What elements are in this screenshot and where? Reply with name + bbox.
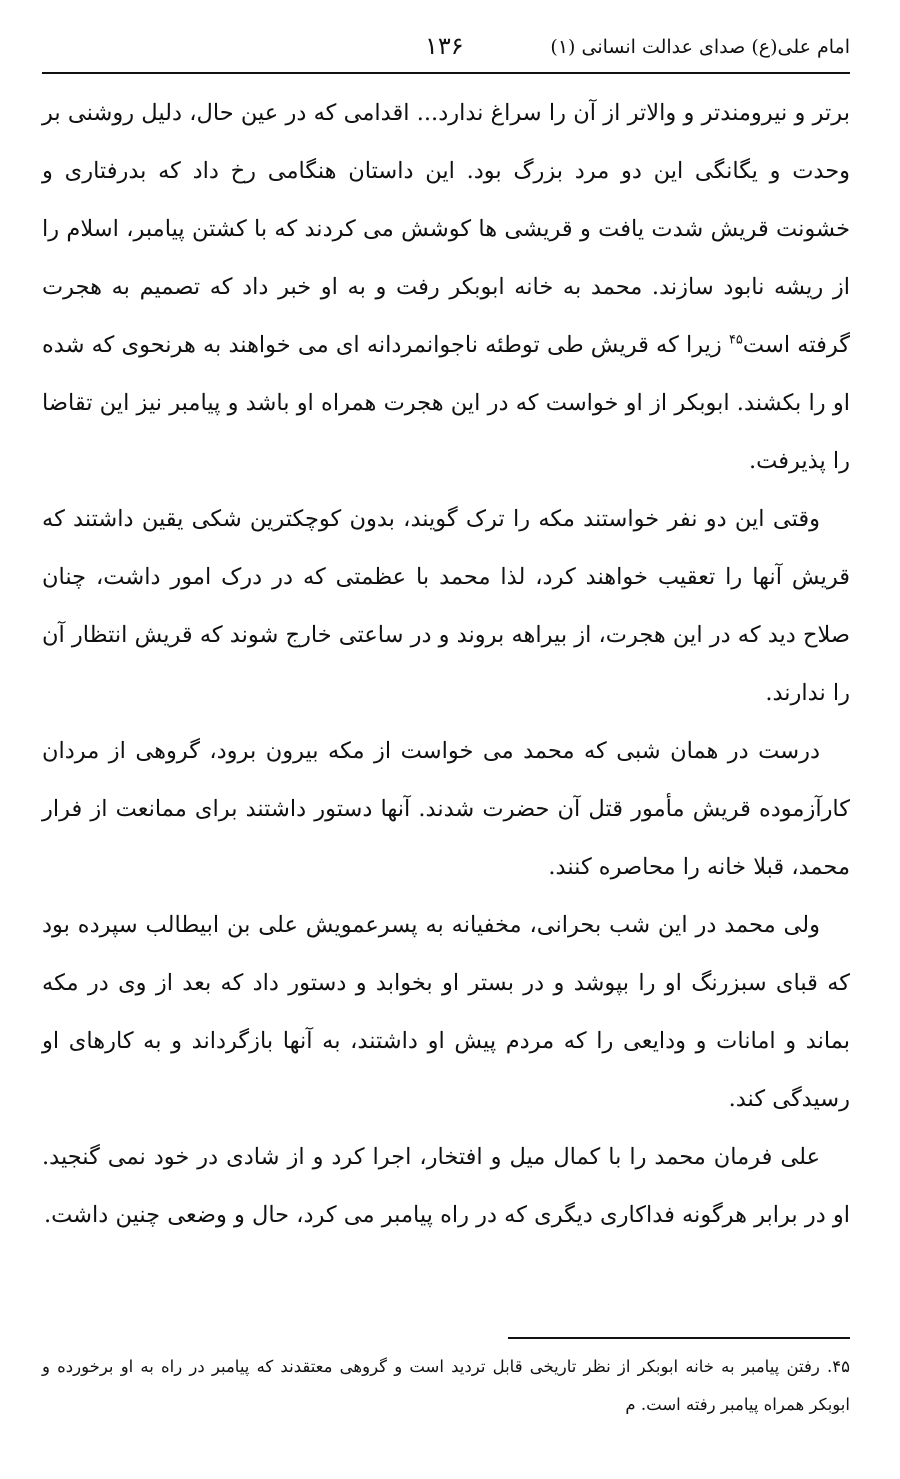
- footnote-reference[interactable]: ۴۵: [728, 332, 743, 348]
- footnote-divider: [508, 1337, 850, 1339]
- paragraph-1-before-ref: برتر و نیرومندتر و والاتر از آن را سراغ ندارد... اقدامی که در عین حال، دلیل روشنی بر وحدت و یگانگی این دو مرد بزرگ بود. این داستان هنگامی رخ داد که بدرفتاری و خشونت قریش شدت یافت و قریشی ها کوشش می کردند که با کشتن پیامبر، اسلام را از ریشه نابود سازند. محمد به خانه ابوبکر رفت و به او خبر داد که تصمیم به هجرت گرفته است: [42, 100, 850, 358]
- paragraph-2: وقتی این دو نفر خواستند مکه را ترک گویند، بدون کوچکترین شکی یقین داشتند که قریش آنها را تعقیب خواهند کرد، لذا محمد با عظمتی که در درک امور داشت، چنان صلاح دید که در این هجرت، از بیراهه بروند و در ساعتی خارج شوند که قریش انتظار آن را ندارند.: [42, 506, 850, 706]
- main-text: [42, 84, 850, 1244]
- paragraph-1: [42, 84, 850, 490]
- running-title: امام علی(ع) صدای عدالت انسانی (۱): [550, 36, 850, 58]
- paragraph-4: ولی محمد در این شب بحرانی، مخفیانه به پسرعمویش علی بن ابیطالب سپرده بود که قبای سبزرنگ او را بپوشد و در بستر او بخوابد و دستور داد که بعد از وی در مکه بماند و امانات و ودایعی را که مردم پیش او داشتند، به آنها بازگرداند و به کارهای او رسیدگی کند.: [42, 912, 850, 1112]
- header-divider: [42, 72, 850, 74]
- paragraph-5: علی فرمان محمد را با کمال میل و افتخار، اجرا کرد و از شادی در خود نمی گنجید. او در برابر هرگونه فداکاری دیگری که در راه پیامبر می کرد، حال و وضعی چنین داشت.: [42, 1144, 850, 1228]
- paragraph-3: درست در همان شبی که محمد می خواست از مکه بیرون برود، گروهی از مردان کارآزموده قریش مأمور قتل آن حضرت شدند. آنها دستور داشتند برای ممانعت از فرار محمد، قبلا خانه را محاصره کنند.: [42, 738, 850, 880]
- page-number: ۱۳۶: [425, 32, 464, 60]
- page-header: [42, 28, 850, 74]
- paragraph-1-after-ref: زیرا که قریش طی توطئه ناجوانمردانه ای می خواهند به هرنحوی که شده او را بکشند. ابوبکر از او خواست که در این هجرت همراه او باشد و پیامبر نیز این تقاضا را پذیرفت.: [42, 332, 850, 474]
- footnote: ۴۵. رفتن پیامبر به خانه ابوبکر از نظر تاریخی قابل تردید است و گروهی معتقدند که پیامبر در راه به او برخورده و ابوبکر همراه پیامبر رفته است. م: [42, 1357, 850, 1414]
